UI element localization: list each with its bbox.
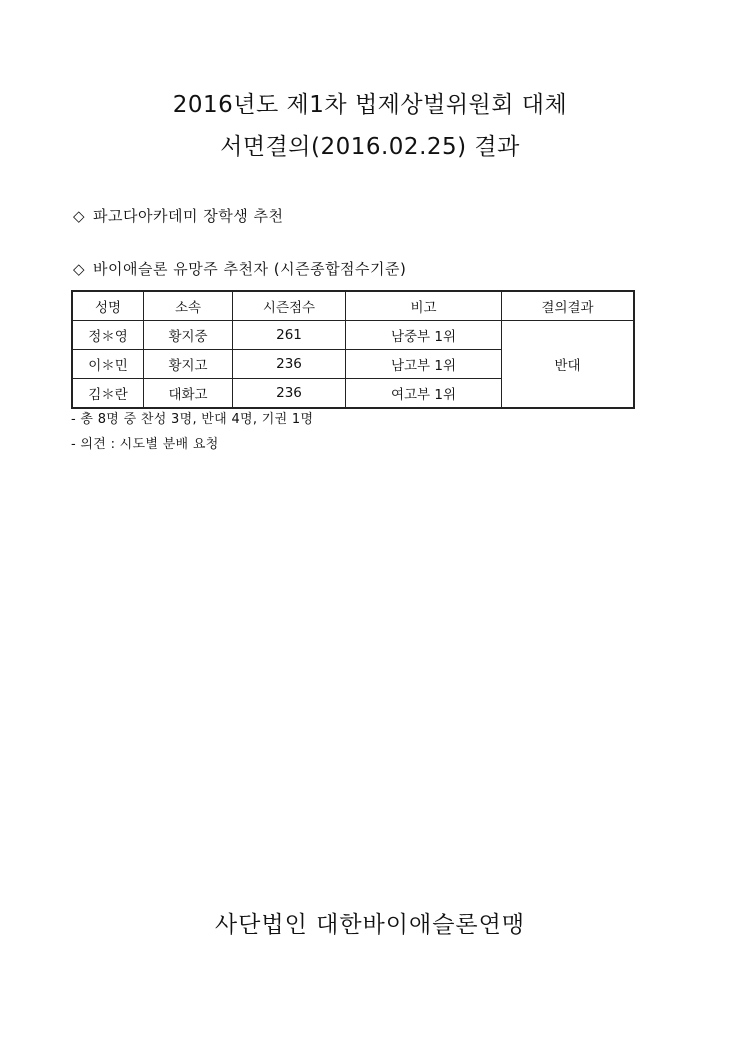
cell-result: 반대: [502, 321, 635, 409]
cell-note: 여고부 1위: [346, 379, 502, 409]
cell-score: 236: [233, 379, 346, 409]
column-header-score: 시즌점수: [233, 291, 346, 321]
diamond-icon: ◇: [73, 260, 86, 278]
table-header-row: [72, 291, 634, 321]
opinion-note: - 의견 : 시도별 분배 요청: [71, 437, 219, 452]
document-title-line1: 2016년도 제1차 법제상벌위원회 대체: [172, 92, 568, 118]
diamond-icon: ◇: [73, 207, 86, 225]
column-header-result: 결의결과: [502, 291, 635, 321]
section-prospects: [73, 258, 406, 279]
results-table: [71, 290, 635, 409]
cell-score: 261: [233, 321, 346, 350]
cell-affiliation: 황지고: [144, 350, 233, 379]
organization-name: 사단법인 대한바이애슬론연맹: [214, 912, 526, 938]
document-title-line2: 서면결의(2016.02.25) 결과: [220, 134, 520, 160]
column-header-note: 비고: [346, 291, 502, 321]
column-header-name: 성명: [72, 291, 144, 321]
column-header-affiliation: 소속: [144, 291, 233, 321]
cell-note: 남중부 1위: [346, 321, 502, 350]
table-row: [72, 321, 634, 350]
cell-score: 236: [233, 350, 346, 379]
cell-name: 정＊영: [72, 321, 144, 350]
cell-affiliation: 황지중: [144, 321, 233, 350]
cell-name: 이＊민: [72, 350, 144, 379]
vote-summary: - 총 8명 중 찬성 3명, 반대 4명, 기권 1명: [71, 412, 314, 427]
cell-note: 남고부 1위: [346, 350, 502, 379]
section-scholarship: [73, 205, 283, 226]
cell-name: 김＊란: [72, 379, 144, 409]
section-heading: 바이애슬론 유망주 추천자 (시즌종합점수기준): [93, 260, 407, 278]
section-heading: 파고다아카데미 장학생 추천: [93, 207, 284, 225]
cell-affiliation: 대화고: [144, 379, 233, 409]
